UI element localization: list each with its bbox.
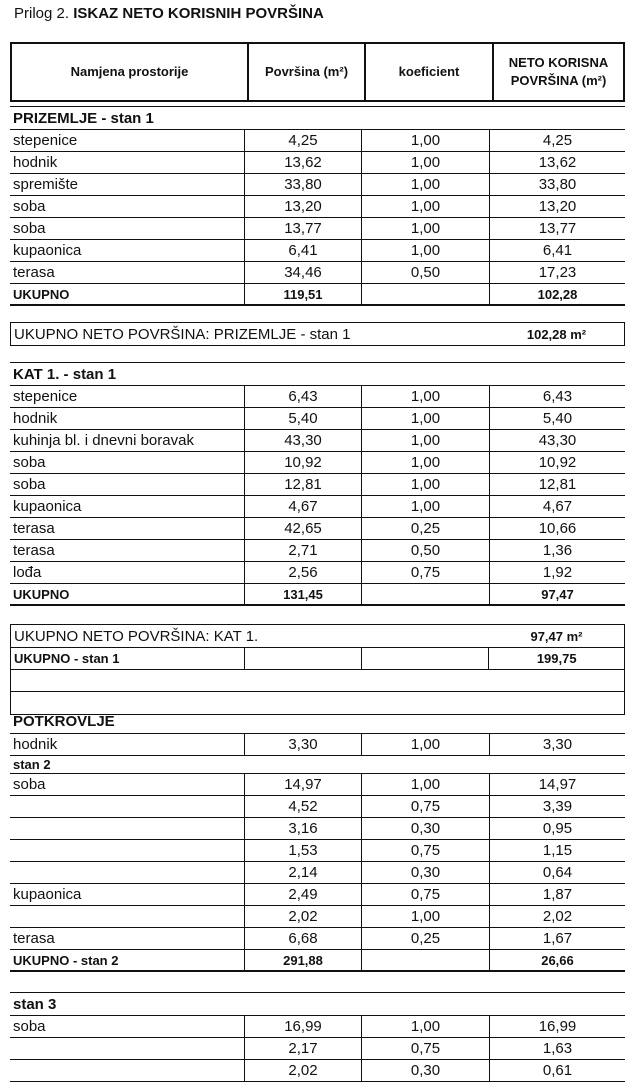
room-coef: 0,25 bbox=[362, 928, 490, 949]
spacer bbox=[10, 972, 625, 992]
room-name: stepenice bbox=[10, 386, 245, 407]
room-coef: 0,30 bbox=[362, 818, 490, 839]
total-area: 119,51 bbox=[245, 284, 362, 304]
room-net: 6,41 bbox=[542, 242, 573, 259]
title-main: ISKAZ NETO KORISNIH POVRŠINA bbox=[73, 5, 324, 22]
table-row bbox=[10, 796, 625, 818]
rows-stan2 bbox=[10, 774, 625, 950]
room-coef: 1,00 bbox=[362, 774, 490, 795]
header-neto-line2: POVRŠINA (m²) bbox=[510, 73, 607, 88]
room-area: 43,30 bbox=[245, 430, 362, 451]
room-net: 10,66 bbox=[538, 520, 577, 537]
stan1-total-label: UKUPNO - stan 1 bbox=[11, 648, 245, 669]
stan1-total-coef bbox=[362, 648, 490, 669]
room-name: kuhinja bl. i dnevni boravak bbox=[10, 430, 245, 451]
room-area: 4,25 bbox=[245, 130, 362, 151]
room-name: terasa bbox=[10, 928, 245, 949]
table-row bbox=[10, 774, 625, 796]
room-net: 6,43 bbox=[542, 388, 573, 405]
total-coef bbox=[362, 284, 490, 304]
room-area: 13,77 bbox=[245, 218, 362, 239]
room-area: 2,02 bbox=[245, 906, 362, 927]
room-name: terasa bbox=[10, 540, 245, 561]
room-name: soba bbox=[10, 1016, 245, 1037]
room-net: 17,23 bbox=[538, 264, 577, 281]
room-coef: 1,00 bbox=[362, 496, 490, 517]
room-net: 1,15 bbox=[542, 842, 573, 859]
room-coef: 0,75 bbox=[362, 840, 490, 861]
room-name bbox=[10, 906, 245, 927]
stan1-total-net: 199,75 bbox=[536, 651, 577, 666]
room-net: 1,63 bbox=[542, 1040, 573, 1057]
room-area: 2,14 bbox=[245, 862, 362, 883]
table-row bbox=[10, 262, 625, 284]
total-label: UKUPNO bbox=[10, 584, 245, 604]
room-area: 33,80 bbox=[245, 174, 362, 195]
table-header bbox=[10, 42, 625, 102]
room-coef: 1,00 bbox=[362, 240, 490, 261]
room-name: terasa bbox=[10, 518, 245, 539]
room-area: 14,97 bbox=[245, 774, 362, 795]
room-net: 12,81 bbox=[538, 476, 577, 493]
table-row bbox=[10, 1038, 625, 1060]
room-net: 4,67 bbox=[542, 498, 573, 515]
room-name: hodnik bbox=[10, 152, 245, 173]
room-area: 13,20 bbox=[245, 196, 362, 217]
room-name: soba bbox=[10, 452, 245, 473]
room-coef: 1,00 bbox=[362, 474, 490, 495]
table-row bbox=[10, 818, 625, 840]
room-net: 1,87 bbox=[542, 886, 573, 903]
table-row bbox=[10, 540, 625, 562]
total-row-stan1 bbox=[11, 648, 624, 670]
room-net: 4,25 bbox=[542, 132, 573, 149]
room-area: 42,65 bbox=[245, 518, 362, 539]
room-net: 3,39 bbox=[542, 798, 573, 815]
room-name bbox=[10, 862, 245, 883]
room-coef: 1,00 bbox=[362, 218, 490, 239]
summary-label: UKUPNO NETO POVRŠINA: PRIZEMLJE - stan 1 bbox=[14, 325, 351, 343]
room-coef: 1,00 bbox=[362, 734, 490, 755]
room-net: 2,02 bbox=[542, 908, 573, 925]
room-name: kupaonica bbox=[10, 884, 245, 905]
room-coef: 0,75 bbox=[362, 884, 490, 905]
room-name: stepenice bbox=[10, 130, 245, 151]
room-area: 10,92 bbox=[245, 452, 362, 473]
stan1-total-block bbox=[10, 648, 625, 715]
table-row bbox=[10, 518, 625, 540]
table-row bbox=[10, 452, 625, 474]
section-prizemlje bbox=[10, 106, 625, 306]
room-coef: 1,00 bbox=[362, 386, 490, 407]
table-row bbox=[10, 862, 625, 884]
room-name: soba bbox=[10, 774, 245, 795]
summary-value: 97,47 m² bbox=[530, 628, 583, 644]
summary-label: UKUPNO NETO POVRŠINA: KAT 1. bbox=[14, 627, 259, 645]
table-row bbox=[10, 840, 625, 862]
room-area: 16,99 bbox=[245, 1016, 362, 1037]
table-row bbox=[10, 174, 625, 196]
total-net: 102,28 bbox=[537, 287, 578, 302]
table-row bbox=[10, 152, 625, 174]
summary-value: 102,28 m² bbox=[526, 326, 587, 342]
table-row bbox=[10, 906, 625, 928]
table-row bbox=[10, 1060, 625, 1082]
header-neto bbox=[494, 44, 623, 100]
title-lead: Prilog 2. bbox=[14, 5, 70, 22]
total-row-stan2 bbox=[10, 950, 625, 972]
room-coef: 1,00 bbox=[362, 1016, 490, 1037]
header-neto-line1: NETO KORISNA bbox=[508, 55, 609, 70]
room-name bbox=[10, 1060, 245, 1081]
room-net: 0,64 bbox=[542, 864, 573, 881]
table-row bbox=[10, 408, 625, 430]
room-net: 10,92 bbox=[538, 454, 577, 471]
summary-prizemlje bbox=[10, 322, 625, 346]
room-name: hodnik bbox=[10, 734, 245, 755]
section-title-kat1: KAT 1. - stan 1 bbox=[10, 362, 625, 386]
rows-kat1 bbox=[10, 386, 625, 584]
room-coef: 1,00 bbox=[362, 152, 490, 173]
total-area: 291,88 bbox=[245, 950, 362, 970]
room-coef: 0,30 bbox=[362, 1060, 490, 1081]
room-area: 6,41 bbox=[245, 240, 362, 261]
header-povrsina: Površina (m²) bbox=[249, 44, 366, 100]
table-row bbox=[10, 430, 625, 452]
room-name: kupaonica bbox=[10, 496, 245, 517]
room-name: soba bbox=[10, 196, 245, 217]
room-coef: 1,00 bbox=[362, 906, 490, 927]
section-title-prizemlje: PRIZEMLJE - stan 1 bbox=[10, 106, 625, 130]
stan1-total-area bbox=[245, 648, 362, 669]
section-kat1 bbox=[10, 362, 625, 606]
empty-row bbox=[11, 670, 624, 692]
room-coef: 0,50 bbox=[362, 262, 490, 283]
summary-kat1 bbox=[10, 624, 625, 648]
room-net: 0,95 bbox=[542, 820, 573, 837]
table-row bbox=[10, 130, 625, 152]
room-area: 4,52 bbox=[245, 796, 362, 817]
room-name: terasa bbox=[10, 262, 245, 283]
room-net: 13,20 bbox=[538, 198, 577, 215]
table-row bbox=[10, 496, 625, 518]
room-net: 13,77 bbox=[538, 220, 577, 237]
rows-prizemlje bbox=[10, 130, 625, 284]
room-net: 13,62 bbox=[538, 154, 577, 171]
room-area: 34,46 bbox=[245, 262, 362, 283]
total-label: UKUPNO - stan 2 bbox=[10, 950, 245, 970]
room-net: 16,99 bbox=[538, 1018, 577, 1035]
stan3-label: stan 3 bbox=[10, 992, 625, 1016]
row-hodnik bbox=[10, 734, 625, 756]
room-coef: 1,00 bbox=[362, 174, 490, 195]
table-row bbox=[10, 196, 625, 218]
room-area: 12,81 bbox=[245, 474, 362, 495]
room-area: 2,02 bbox=[245, 1060, 362, 1081]
room-name bbox=[10, 840, 245, 861]
room-coef: 1,00 bbox=[362, 130, 490, 151]
total-net: 97,47 bbox=[541, 587, 574, 602]
header-koeficient: koeficient bbox=[366, 44, 494, 100]
document-title bbox=[14, 5, 324, 22]
room-area: 2,56 bbox=[245, 562, 362, 583]
room-net: 3,30 bbox=[542, 736, 573, 753]
table-row bbox=[10, 928, 625, 950]
rows-stan3 bbox=[10, 1016, 625, 1082]
room-name bbox=[10, 818, 245, 839]
room-name: spremište bbox=[10, 174, 245, 195]
room-coef: 1,00 bbox=[362, 196, 490, 217]
room-coef: 1,00 bbox=[362, 452, 490, 473]
room-area: 2,71 bbox=[245, 540, 362, 561]
room-net: 1,92 bbox=[542, 564, 573, 581]
room-area: 1,53 bbox=[245, 840, 362, 861]
room-area: 13,62 bbox=[245, 152, 362, 173]
room-coef: 0,75 bbox=[362, 796, 490, 817]
total-label: UKUPNO bbox=[10, 284, 245, 304]
room-area: 3,16 bbox=[245, 818, 362, 839]
room-area: 3,30 bbox=[245, 734, 362, 755]
room-area: 5,40 bbox=[245, 408, 362, 429]
room-coef: 1,00 bbox=[362, 408, 490, 429]
room-coef: 1,00 bbox=[362, 430, 490, 451]
stan2-label: stan 2 bbox=[10, 756, 625, 774]
room-coef: 0,25 bbox=[362, 518, 490, 539]
room-name: lođa bbox=[10, 562, 245, 583]
table-row bbox=[10, 386, 625, 408]
table-row bbox=[10, 1016, 625, 1038]
section-potkrovlje bbox=[10, 710, 625, 1082]
room-name bbox=[10, 1038, 245, 1059]
room-net: 33,80 bbox=[538, 176, 577, 193]
room-area: 2,17 bbox=[245, 1038, 362, 1059]
total-net: 26,66 bbox=[541, 953, 574, 968]
room-coef: 0,30 bbox=[362, 862, 490, 883]
header-namjena: Namjena prostorije bbox=[12, 44, 249, 100]
table-row bbox=[10, 474, 625, 496]
room-area: 4,67 bbox=[245, 496, 362, 517]
room-coef: 0,75 bbox=[362, 562, 490, 583]
room-name: kupaonica bbox=[10, 240, 245, 261]
table-row bbox=[10, 240, 625, 262]
room-area: 2,49 bbox=[245, 884, 362, 905]
total-area: 131,45 bbox=[245, 584, 362, 604]
room-area: 6,68 bbox=[245, 928, 362, 949]
total-row-kat1 bbox=[10, 584, 625, 606]
table-row bbox=[10, 218, 625, 240]
room-net: 5,40 bbox=[542, 410, 573, 427]
total-coef bbox=[362, 584, 490, 604]
room-name: soba bbox=[10, 218, 245, 239]
total-row-prizemlje bbox=[10, 284, 625, 306]
room-net: 14,97 bbox=[538, 776, 577, 793]
room-name: soba bbox=[10, 474, 245, 495]
room-net: 0,61 bbox=[542, 1062, 573, 1079]
room-name bbox=[10, 796, 245, 817]
total-coef bbox=[362, 950, 490, 970]
room-net: 1,36 bbox=[542, 542, 573, 559]
room-net: 1,67 bbox=[542, 930, 573, 947]
room-net: 43,30 bbox=[538, 432, 577, 449]
room-coef: 0,50 bbox=[362, 540, 490, 561]
room-area: 6,43 bbox=[245, 386, 362, 407]
section-title-potkrovlje: POTKROVLJE bbox=[10, 710, 625, 734]
table-row bbox=[10, 562, 625, 584]
room-coef: 0,75 bbox=[362, 1038, 490, 1059]
table-row bbox=[10, 884, 625, 906]
room-name: hodnik bbox=[10, 408, 245, 429]
